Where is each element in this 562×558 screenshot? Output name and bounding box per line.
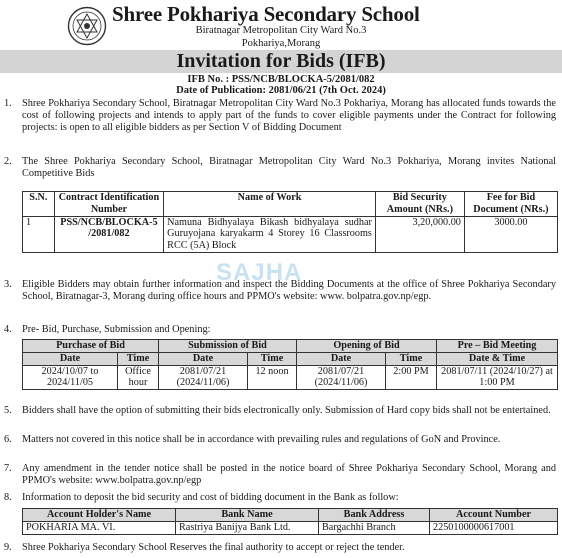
table-row [23,521,558,534]
cell-sn: 1 [23,216,55,252]
notice-title: Invitation for Bids (IFB) [0,50,562,73]
column-group-header: Submission of Bid [159,340,297,353]
paragraph-9: Shree Pokhariya Secondary School Reserves the final authority to accept or reject the tender. [22,542,405,553]
address-line-1: Biratnagar Metropolitan City Ward No.3 [195,25,367,36]
column-header: Time [386,352,437,365]
cell-opening-time: 2:00 PM [386,365,437,390]
cell-submission-time: 12 noon [248,365,297,390]
paragraph-1: Shree Pokhariya Secondary School, Biratnagar Metropolitan City Ward No.3 Pokhariya, Morang has allocated funds towards the cost of following projects and intends to apply part of the funds to cover eligible payments under the Contract for following projects: is open to all eligible bidders as per Section V of Bidding Document [22,98,556,133]
paragraph-8: Information to deposit the bid security and cost of bidding document in the Bank as follow: [22,492,399,503]
schedule-table [22,339,558,390]
column-header: Date [159,352,248,365]
table-row [23,365,558,390]
paragraph-6: Matters not covered in this notice shall be in accordance with prevailing rules and regulations of GoN and Province. [22,434,501,445]
column-header: Time [248,352,297,365]
paragraph-4: Pre- Bid, Purchase, Submission and Opening: [22,324,211,335]
column-header: Account Holder's Name [23,509,176,522]
column-header: Contract Identification Number [54,192,163,217]
cell-prebid-datetime: 2081/07/11 (2024/10/27) at 1:00 PM [437,365,558,390]
school-name: Shree Pokhariya Secondary School [112,2,420,26]
paragraph-3: Eligible Bidders may obtain further information and inspect the Bidding Documents at the office of Shree Pokhariya Secondary School, Biratnagar-3, Morang during office hours and PPMO's website: www. bolpatra.gov.np/egp. [22,279,556,302]
column-header: Name of Work [164,192,376,217]
address-line-2: Pokhariya,Morang [241,38,321,49]
table-subheader-row [23,352,558,365]
paragraph-7: Any amendment in the tender notice shall be posted in the notice board of Shree Pokhariya Secondary School, Morang and PPMO's website: www.bolpatra.gov.np/egp [22,463,556,486]
bank-table [22,508,558,535]
column-header: S.N. [23,192,55,217]
cell-bid-security: 3,20,000.00 [375,216,464,252]
item-number: 1. [4,98,12,109]
column-group-header: Opening of Bid [297,340,437,353]
column-group-header: Purchase of Bid [23,340,159,353]
column-header: Bid Security Amount (NRs.) [375,192,464,217]
cell-bank-name: Rastriya Banijya Bank Ltd. [176,521,319,534]
column-header: Date & Time [437,352,558,365]
column-header: Fee for Bid Document (NRs.) [464,192,557,217]
item-number: 2. [4,156,12,167]
works-table [22,191,558,253]
item-number: 8. [4,492,12,503]
item-number: 7. [4,463,12,474]
cell-work-name: Namuna Bidhyalaya Bikash bidhyalaya sudhar Guruyojana karyakarm 4 Storey 16 Classrooms RCC (5A) Block [164,216,376,252]
watermark: SAJHA [216,259,303,286]
publication-date: Date of Publication: 2081/06/21 (7th Oct. 2024) [176,85,386,96]
item-number: 9. [4,542,12,553]
cell-document-fee: 3000.00 [464,216,557,252]
paragraph-2: The Shree Pokhariya Secondary School, Biratnagar Metropolitan City Ward No.3 Pokhariya, Morang invites National Competitive Bids [22,156,556,179]
column-header: Date [23,352,118,365]
item-number: 6. [4,434,12,445]
column-group-header: Pre – Bid Meeting [437,340,558,353]
table-group-row [23,340,558,353]
column-header: Bank Name [176,509,319,522]
item-number: 3. [4,279,12,290]
cell-opening-date: 2081/07/21 (2024/11/06) [297,365,386,390]
cell-account-holder: POKHARIA MA. VI. [23,521,176,534]
cell-bank-address: Bargachhi Branch [319,521,430,534]
ifb-number: IFB No. : PSS/NCB/BLOCKA-5/2081/082 [187,74,375,85]
table-header-row [23,509,558,522]
item-number: 5. [4,405,12,416]
column-header: Account Number [430,509,558,522]
table-row [23,216,558,252]
column-header: Bank Address [319,509,430,522]
paragraph-5: Bidders shall have the option of submitting their bids electronically only. Submission of Hard copy bids shall not be entertained. [22,405,551,416]
cell-submission-date: 2081/07/21 (2024/11/06) [159,365,248,390]
cell-account-number: 2250100000617001 [430,521,558,534]
cell-contract-id: PSS/NCB/BLOCKA-5 /2081/082 [54,216,163,252]
cell-purchase-time: Office hour [118,365,159,390]
cell-purchase-date: 2024/10/07 to 2024/11/05 [23,365,118,390]
item-number: 4. [4,324,12,335]
column-header: Time [118,352,159,365]
column-header: Date [297,352,386,365]
table-header-row [23,192,558,217]
